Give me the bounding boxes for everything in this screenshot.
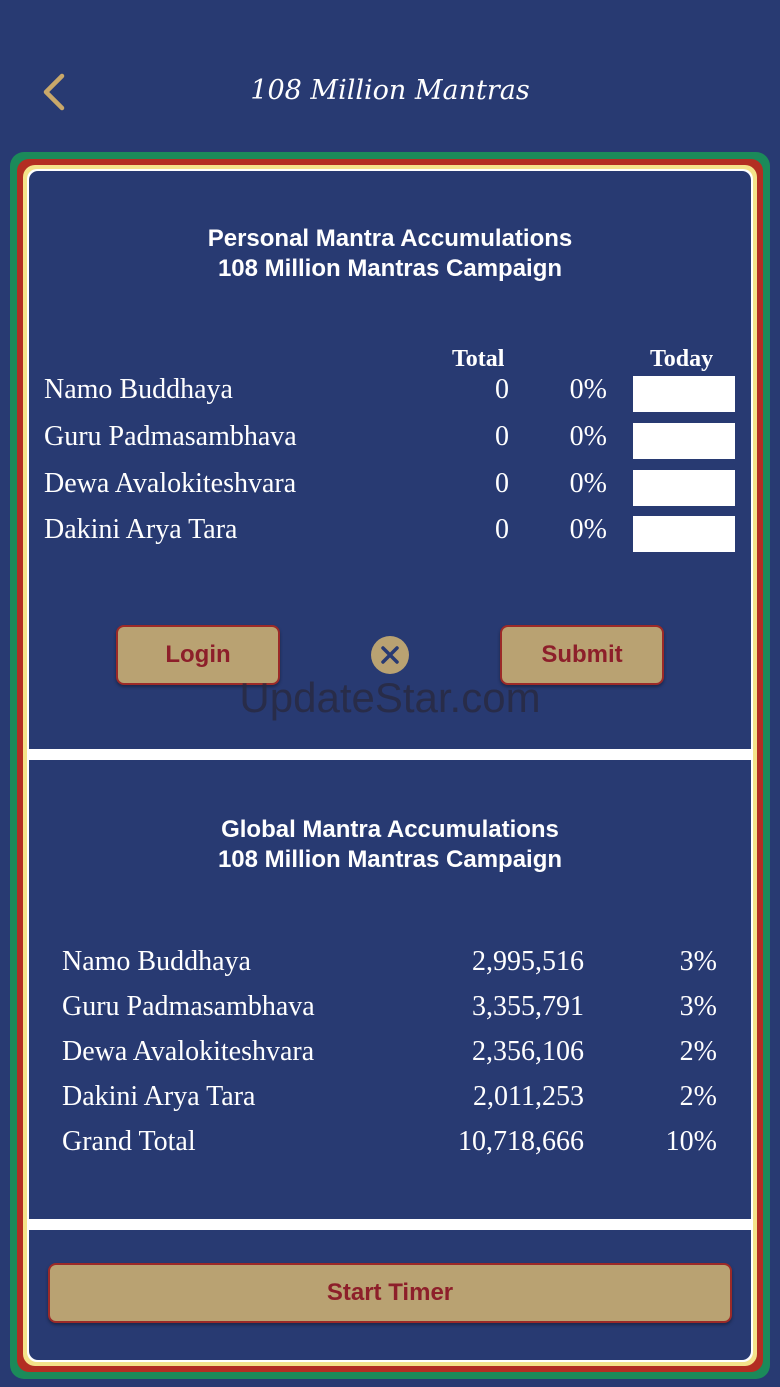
today-count-field[interactable] [633,423,735,459]
mantra-percent: 0% [569,514,607,545]
mantra-name: Dewa Avalokiteshvara [62,1036,315,1067]
mantra-total: 0 [495,374,509,405]
mantra-total: 0 [495,514,509,545]
submit-button[interactable]: Submit [500,625,664,685]
start-timer-button[interactable]: Start Timer [48,1263,732,1323]
mantra-total: 0 [495,421,509,452]
mantra-total: 3,355,791 [472,991,584,1022]
grand-total-label: Grand Total [62,1126,196,1157]
mantra-name: Dakini Arya Tara [44,514,238,545]
main-panel [27,169,753,1362]
mantra-name: Guru Padmasambhava [44,421,297,452]
mantra-total: 2,011,253 [473,1081,584,1112]
global-section [29,760,751,1219]
mantra-percent: 3% [679,991,717,1022]
grand-total-value: 10,718,666 [458,1126,584,1157]
timer-section [29,1230,751,1360]
mantra-percent: 0% [569,421,607,452]
close-circle-icon [371,636,409,674]
global-title: Global Mantra Accumulations [221,816,559,843]
mantra-percent: 2% [679,1036,717,1067]
watermark: UpdateStar.com [239,674,541,721]
mantra-name: Dewa Avalokiteshvara [44,468,297,499]
personal-title: Personal Mantra Accumulations [207,225,573,252]
total-column-header: Total [452,346,505,372]
mantra-name: Dakini Arya Tara [62,1081,256,1112]
navigation-bar [0,0,780,142]
login-button[interactable]: Login [116,625,280,685]
clear-button[interactable] [371,636,409,674]
personal-subtitle: 108 Million Mantras Campaign [217,255,563,282]
mantra-total: 0 [495,468,509,499]
mantra-total: 2,356,106 [472,1036,584,1067]
mantra-percent: 3% [679,946,717,977]
personal-section [29,171,751,749]
mantra-name: Namo Buddhaya [44,374,233,405]
today-count-field[interactable] [633,516,735,552]
mantra-percent: 0% [569,468,607,499]
today-column-header: Today [650,346,714,372]
today-count-field[interactable] [633,376,735,412]
mantra-percent: 0% [569,374,607,405]
mantra-name: Guru Padmasambhava [62,991,315,1022]
page-title: 108 Million Mantras [250,75,530,106]
global-subtitle: 108 Million Mantras Campaign [217,846,563,873]
mantra-percent: 2% [679,1081,717,1112]
mantra-total: 2,995,516 [472,946,584,977]
grand-total-percent: 10% [665,1126,717,1157]
today-count-field[interactable] [633,470,735,506]
mantra-name: Namo Buddhaya [62,946,251,977]
